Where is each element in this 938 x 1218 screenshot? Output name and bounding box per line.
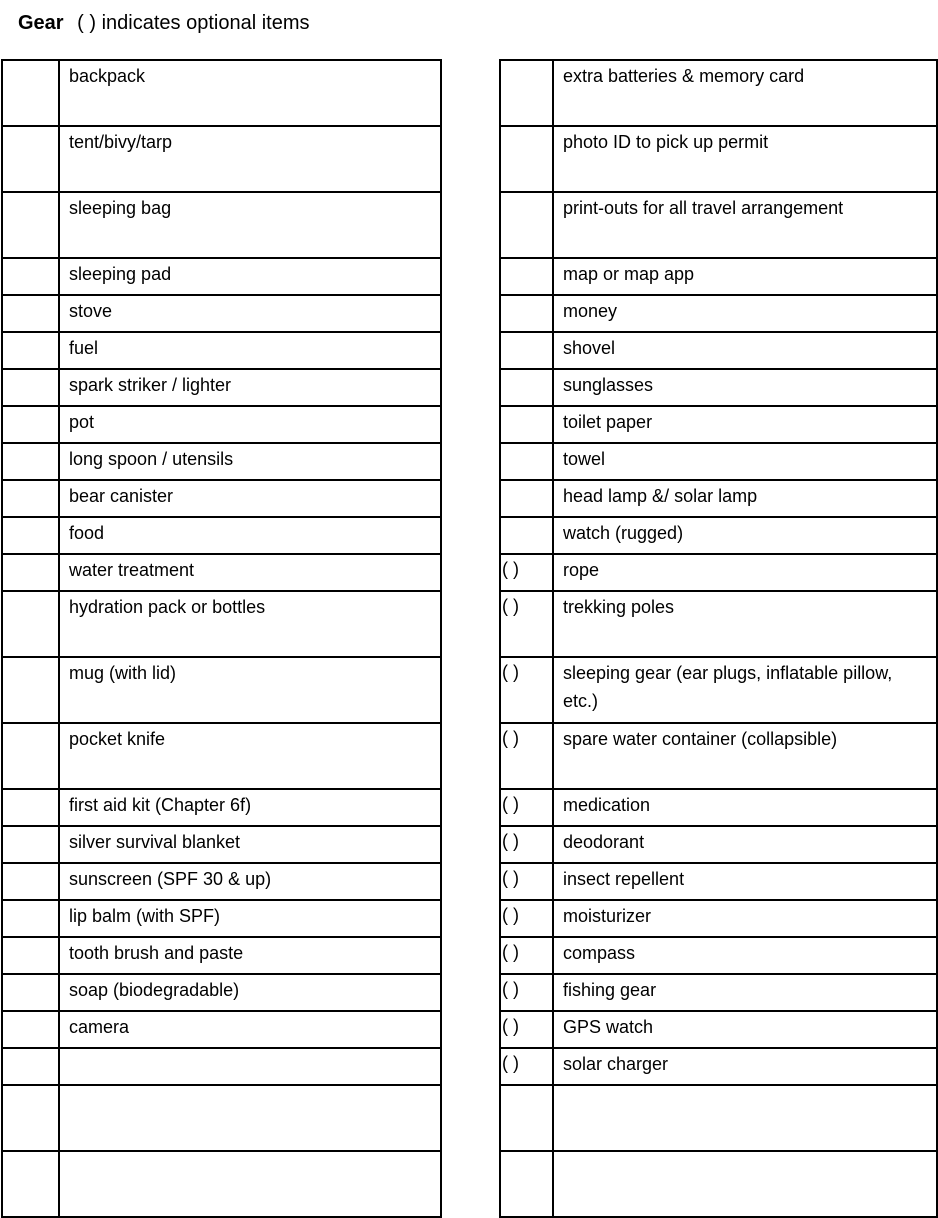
- checkbox-cell[interactable]: [2, 723, 59, 789]
- optional-note: ( ) indicates optional items: [77, 12, 310, 34]
- item-label: spare water container (collapsible): [553, 723, 937, 789]
- item-label: GPS watch: [553, 1011, 937, 1048]
- checkbox-cell[interactable]: [2, 332, 59, 369]
- checklist-row: [2, 1011, 441, 1048]
- checkbox-cell[interactable]: [2, 369, 59, 406]
- item-label: [59, 1048, 441, 1085]
- checkbox-cell[interactable]: ( ): [500, 900, 553, 937]
- checklist-row: [500, 1151, 937, 1217]
- item-label: toilet paper: [553, 406, 937, 443]
- checkbox-cell[interactable]: [2, 826, 59, 863]
- checklist-row: [2, 1085, 441, 1151]
- checkbox-cell[interactable]: ( ): [500, 826, 553, 863]
- checklist-row: [500, 295, 937, 332]
- checkbox-cell[interactable]: [2, 863, 59, 900]
- checkbox-cell[interactable]: [2, 517, 59, 554]
- item-label: map or map app: [553, 258, 937, 295]
- checkbox-cell[interactable]: [2, 126, 59, 192]
- checklist-row: [500, 554, 937, 591]
- item-label: bear canister: [59, 480, 441, 517]
- checkbox-cell[interactable]: ( ): [500, 723, 553, 789]
- checkbox-cell[interactable]: [2, 591, 59, 657]
- checkbox-cell[interactable]: [2, 789, 59, 826]
- checkbox-cell[interactable]: [500, 1151, 553, 1217]
- checklist-row: [500, 826, 937, 863]
- item-label: rope: [553, 554, 937, 591]
- checklist-row: [500, 60, 937, 126]
- item-label: long spoon / utensils: [59, 443, 441, 480]
- item-label: money: [553, 295, 937, 332]
- right-checklist-table: [499, 59, 938, 1218]
- checklist-row: [500, 657, 937, 723]
- checkbox-cell[interactable]: [2, 554, 59, 591]
- checklist-row: [2, 826, 441, 863]
- item-label: watch (rugged): [553, 517, 937, 554]
- checklist-row: [2, 554, 441, 591]
- item-label: [553, 1151, 937, 1217]
- checkbox-cell[interactable]: [500, 443, 553, 480]
- checkbox-cell[interactable]: [2, 258, 59, 295]
- checklist-row: [500, 517, 937, 554]
- item-label: backpack: [59, 60, 441, 126]
- checklist-row: [2, 406, 441, 443]
- checklist-row: [2, 657, 441, 723]
- checkbox-cell[interactable]: ( ): [500, 937, 553, 974]
- checkbox-cell[interactable]: ( ): [500, 1011, 553, 1048]
- item-label: water treatment: [59, 554, 441, 591]
- checklist-row: [500, 126, 937, 192]
- checklist-row: [500, 900, 937, 937]
- checkbox-cell[interactable]: [500, 332, 553, 369]
- checklist-row: [500, 258, 937, 295]
- checkbox-cell[interactable]: [500, 406, 553, 443]
- checklist-row: [500, 723, 937, 789]
- checkbox-cell[interactable]: ( ): [500, 974, 553, 1011]
- item-label: silver survival blanket: [59, 826, 441, 863]
- checklist-row: [2, 863, 441, 900]
- checkbox-cell[interactable]: [2, 900, 59, 937]
- checkbox-cell[interactable]: [2, 60, 59, 126]
- checklist-row: [2, 295, 441, 332]
- checkbox-cell[interactable]: [500, 60, 553, 126]
- checkbox-cell[interactable]: [2, 1151, 59, 1217]
- item-label: insect repellent: [553, 863, 937, 900]
- checklist-row: [500, 480, 937, 517]
- checklist-row: [2, 974, 441, 1011]
- item-label: trekking poles: [553, 591, 937, 657]
- checkbox-cell[interactable]: [500, 480, 553, 517]
- checklist-row: [2, 1151, 441, 1217]
- item-label: pocket knife: [59, 723, 441, 789]
- item-label: fuel: [59, 332, 441, 369]
- item-label: lip balm (with SPF): [59, 900, 441, 937]
- checkbox-cell[interactable]: [2, 1048, 59, 1085]
- checkbox-cell[interactable]: [2, 295, 59, 332]
- checklist-row: [2, 60, 441, 126]
- checklist-row: [500, 332, 937, 369]
- checkbox-cell[interactable]: [2, 937, 59, 974]
- checklist-row: [2, 591, 441, 657]
- item-label: medication: [553, 789, 937, 826]
- left-checklist-table: [1, 59, 442, 1218]
- item-label: pot: [59, 406, 441, 443]
- item-label: sunscreen (SPF 30 & up): [59, 863, 441, 900]
- item-label: mug (with lid): [59, 657, 441, 723]
- checkbox-cell[interactable]: [500, 1085, 553, 1151]
- item-label: compass: [553, 937, 937, 974]
- checkbox-cell[interactable]: ( ): [500, 863, 553, 900]
- checkbox-cell[interactable]: [500, 295, 553, 332]
- checkbox-cell[interactable]: ( ): [500, 657, 553, 723]
- checklist-row: [2, 480, 441, 517]
- checklist-row: [500, 443, 937, 480]
- checklist-row: [2, 1048, 441, 1085]
- checklist-row: [2, 332, 441, 369]
- checklist-row: [500, 369, 937, 406]
- checklist-row: [500, 789, 937, 826]
- checklist-row: [2, 369, 441, 406]
- checkbox-cell[interactable]: [500, 369, 553, 406]
- item-label: tent/bivy/tarp: [59, 126, 441, 192]
- checkbox-cell[interactable]: [2, 657, 59, 723]
- checkbox-cell[interactable]: ( ): [500, 789, 553, 826]
- item-label: photo ID to pick up permit: [553, 126, 937, 192]
- checklist-row: [2, 937, 441, 974]
- checkbox-cell[interactable]: [500, 192, 553, 258]
- checkbox-cell[interactable]: [500, 517, 553, 554]
- checklist-row: [2, 258, 441, 295]
- checkbox-cell[interactable]: ( ): [500, 554, 553, 591]
- item-label: soap (biodegradable): [59, 974, 441, 1011]
- item-label: first aid kit (Chapter 6f): [59, 789, 441, 826]
- checkbox-cell[interactable]: [2, 974, 59, 1011]
- checklist-row: [500, 1085, 937, 1151]
- checklist-row: [2, 789, 441, 826]
- checklist-row: [500, 591, 937, 657]
- checklist-row: [2, 723, 441, 789]
- checkbox-cell[interactable]: [2, 192, 59, 258]
- checklist-row: [2, 900, 441, 937]
- checkbox-cell[interactable]: ( ): [500, 1048, 553, 1085]
- item-label: spark striker / lighter: [59, 369, 441, 406]
- checklist-row: [2, 126, 441, 192]
- checkbox-cell[interactable]: [2, 1085, 59, 1151]
- item-label: print-outs for all travel arrangement: [553, 192, 937, 258]
- checkbox-cell[interactable]: [2, 480, 59, 517]
- item-label: sleeping pad: [59, 258, 441, 295]
- item-label: solar charger: [553, 1048, 937, 1085]
- checkbox-cell[interactable]: ( ): [500, 591, 553, 657]
- item-label: fishing gear: [553, 974, 937, 1011]
- checkbox-cell[interactable]: [500, 126, 553, 192]
- item-label: sleeping gear (ear plugs, inflatable pillow, etc.): [553, 657, 937, 723]
- item-label: food: [59, 517, 441, 554]
- checklist-row: [500, 1011, 937, 1048]
- item-label: moisturizer: [553, 900, 937, 937]
- checklist-row: [2, 443, 441, 480]
- item-label: [59, 1151, 441, 1217]
- checklist-row: [500, 937, 937, 974]
- item-label: sleeping bag: [59, 192, 441, 258]
- checkbox-cell[interactable]: [2, 443, 59, 480]
- item-label: [553, 1085, 937, 1151]
- checkbox-cell[interactable]: [2, 1011, 59, 1048]
- checklist-row: [2, 517, 441, 554]
- page-title: Gear: [18, 12, 64, 34]
- page-heading: [18, 10, 309, 36]
- item-label: sunglasses: [553, 369, 937, 406]
- item-label: stove: [59, 295, 441, 332]
- item-label: hydration pack or bottles: [59, 591, 441, 657]
- checkbox-cell[interactable]: [2, 406, 59, 443]
- checklist-row: [500, 406, 937, 443]
- checklist-row: [500, 974, 937, 1011]
- checklist-row: [500, 1048, 937, 1085]
- checkbox-cell[interactable]: [500, 258, 553, 295]
- checklist-row: [2, 192, 441, 258]
- item-label: [59, 1085, 441, 1151]
- checklist-row: [500, 192, 937, 258]
- item-label: extra batteries & memory card: [553, 60, 937, 126]
- item-label: camera: [59, 1011, 441, 1048]
- item-label: shovel: [553, 332, 937, 369]
- item-label: head lamp &/ solar lamp: [553, 480, 937, 517]
- item-label: tooth brush and paste: [59, 937, 441, 974]
- item-label: deodorant: [553, 826, 937, 863]
- checklist-row: [500, 863, 937, 900]
- item-label: towel: [553, 443, 937, 480]
